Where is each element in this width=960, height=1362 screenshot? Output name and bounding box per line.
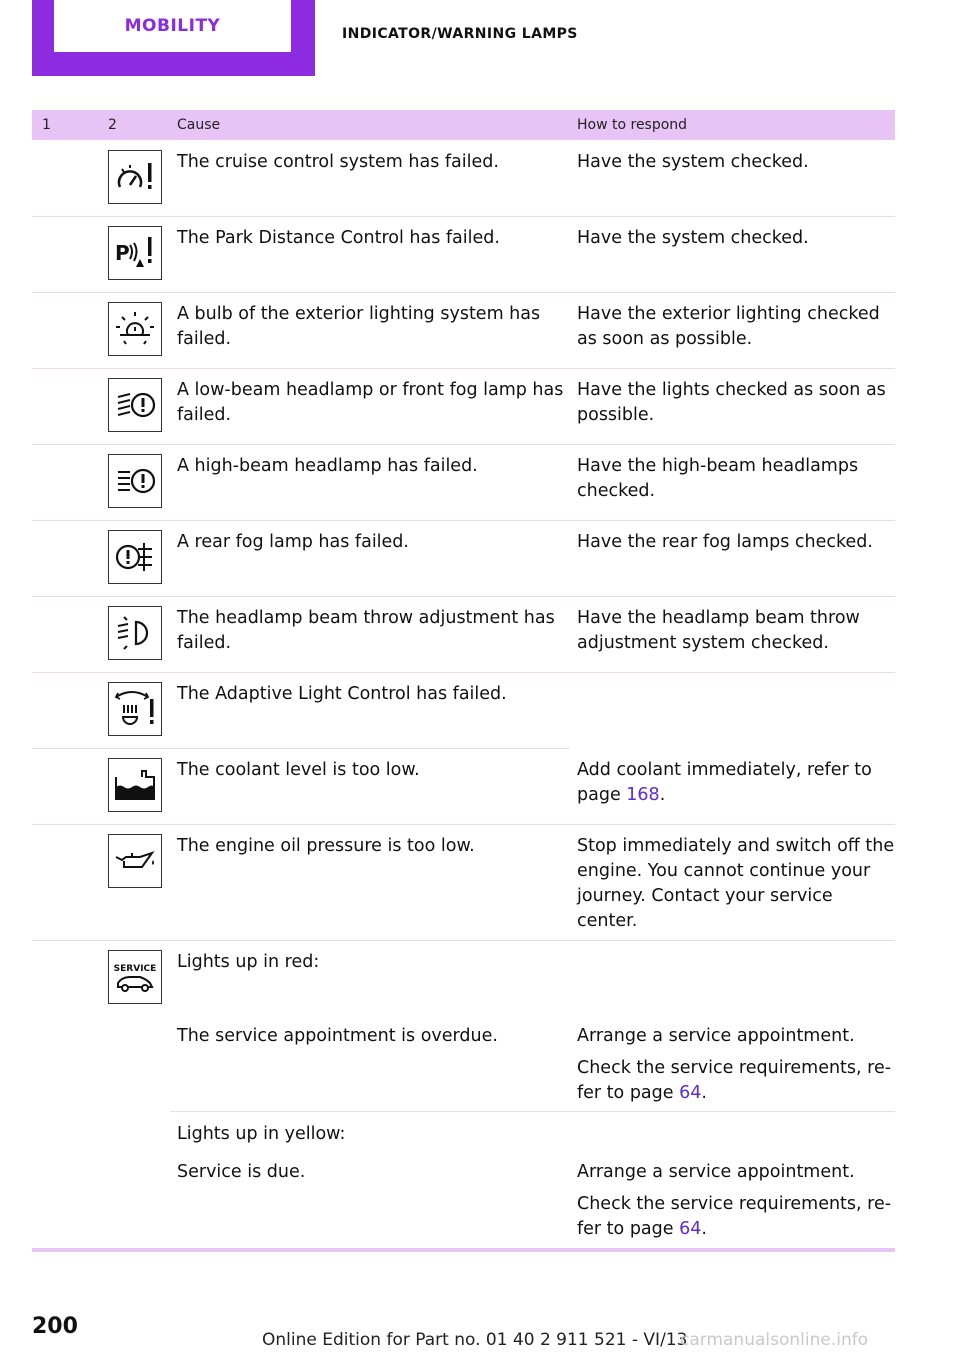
section-tab-label[interactable]: MOBILITY	[54, 0, 291, 52]
exterior-bulb-failure-icon	[108, 302, 162, 356]
edition-text: Online Edition for Part no. 01 40 2 911 521 - VI/13	[262, 1330, 688, 1350]
response-text: Have the exterior lighting checked as soon as possible.	[577, 304, 880, 349]
page-header-title: INDICATOR/WARNING LAMPS	[342, 26, 578, 42]
response-text	[577, 758, 895, 808]
cause-text: A high-beam headlamp has failed.	[177, 456, 478, 476]
table-bottom-rule	[32, 1248, 895, 1252]
headlamp-range-adjustment-icon	[108, 606, 162, 660]
service-red-response-1: Arrange a service appointment.	[577, 1026, 855, 1046]
response-text: Have the system checked.	[577, 152, 809, 172]
page-link[interactable]: 64	[679, 1219, 702, 1239]
response-text-prefix: Add coolant immediately, refer to page	[577, 760, 872, 805]
page-link[interactable]: 64	[679, 1083, 702, 1103]
column-header-1: 1	[42, 117, 51, 133]
svg-text:P: P	[115, 241, 130, 265]
high-beam-failure-icon	[108, 454, 162, 508]
table-header	[32, 110, 895, 140]
column-header-cause: Cause	[177, 117, 221, 133]
service-indicator-icon	[108, 950, 162, 1004]
service-icon-label: SERVICE	[113, 964, 157, 974]
response-text: Stop immediately and switch off the engine. You cannot continue your journey. Contact your service center.	[577, 836, 895, 931]
column-header-response: How to respond	[577, 117, 688, 133]
oil-pressure-icon	[108, 834, 162, 888]
response-text-suffix: .	[659, 785, 666, 805]
cause-text: The headlamp beam throw adjustment has failed.	[177, 608, 555, 653]
service-red-cause: The service appointment is overdue.	[177, 1026, 498, 1046]
cause-text: A low-beam headlamp or front fog lamp has failed.	[177, 380, 564, 425]
service-yellow-response-2-suffix: .	[701, 1219, 707, 1239]
page-number: 200	[32, 1314, 78, 1339]
park-distance-control-warning-icon	[108, 226, 162, 280]
response-text: Have the system checked.	[577, 228, 809, 248]
low-beam-failure-icon	[108, 378, 162, 432]
cause-text: The cruise control system has failed.	[177, 152, 499, 172]
cause-text: The Park Distance Control has failed.	[177, 228, 500, 248]
column-header-2: 2	[108, 117, 117, 133]
service-red-response-2	[577, 1056, 895, 1106]
cause-text: A bulb of the exterior lighting system has failed.	[177, 304, 541, 349]
rear-fog-lamp-failure-icon	[108, 530, 162, 584]
service-yellow-response-2	[577, 1192, 895, 1242]
cause-text: The coolant level is too low.	[177, 760, 420, 780]
service-yellow-response-2-text: Check the service requirements, re‐fer to page	[577, 1194, 892, 1239]
service-yellow-response-1: Arrange a service appointment.	[577, 1162, 855, 1182]
cause-text: A rear fog lamp has failed.	[177, 532, 409, 552]
response-text: Have the headlamp beam throw adjustment system checked.	[577, 608, 860, 653]
service-red-heading: Lights up in red:	[177, 952, 320, 972]
watermark: carmanualsonline.info	[680, 1330, 869, 1350]
cause-text: The engine oil pressure is too low.	[177, 836, 475, 856]
coolant-level-icon	[108, 758, 162, 812]
service-yellow-heading: Lights up in yellow:	[177, 1124, 346, 1144]
service-red-response-2-text: Check the service requirements, re‐fer to page	[577, 1058, 892, 1103]
response-text: Have the rear fog lamps checked.	[577, 532, 873, 552]
response-text: Have the high-beam headlamps checked.	[577, 456, 859, 501]
service-yellow-cause: Service is due.	[177, 1162, 306, 1182]
response-text: Have the lights checked as soon as possible.	[577, 380, 886, 425]
section-tab[interactable]	[32, 0, 315, 76]
cruise-control-warning-icon	[108, 150, 162, 204]
cause-text: The Adaptive Light Control has failed.	[177, 684, 507, 704]
adaptive-light-control-icon	[108, 682, 162, 736]
page-link[interactable]: 168	[626, 785, 660, 805]
service-red-response-2-suffix: .	[701, 1083, 707, 1103]
